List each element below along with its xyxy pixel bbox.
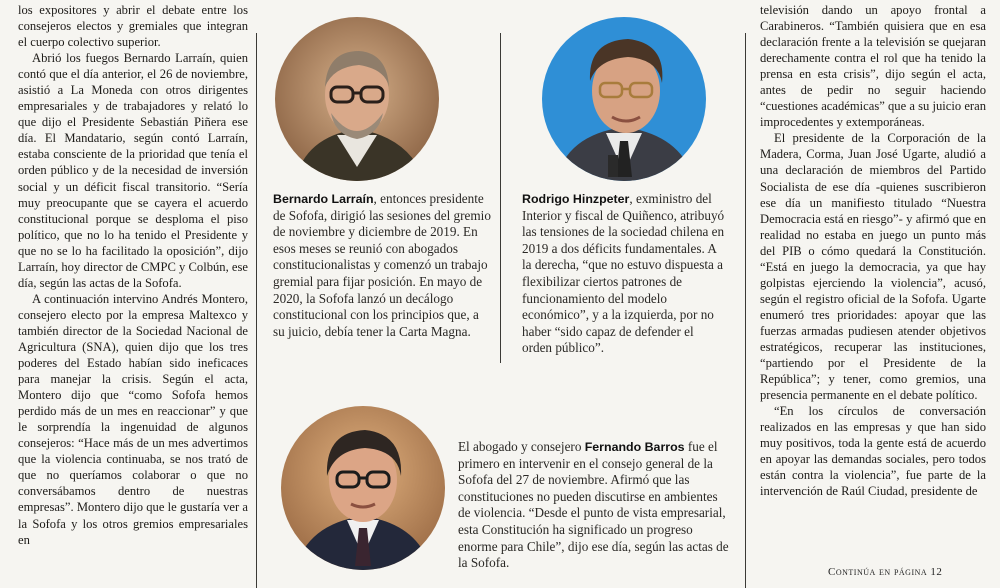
caption-bernardo-larrain	[273, 191, 493, 340]
caption-text: , exministro del Interior y fiscal de Quiñenco, atribuyó las tensiones de la sociedad chilena en 2019 a dos déficits fundamentales. A la derecha, “que no estuvo dispuesta a flexibilizar ciertos patrones de funcionamiento del modelo económico”, y a la izquierda, por no haber “sido capaz de defender el orden público”.	[522, 191, 725, 356]
paragraph: A continuación intervino Andrés Montero, consejero electo por la empresa Maltexco y también director de la Sociedad Nacional de Agricultura (SNA), quien dijo que los tres poderes del Estado habían sido ineficaces para manejar la crisis. Según el acta, Montero dijo que “como Sofofa hemos perdido más de un mes en reaccionar” y que le sorprendía la ingenuidad de algunos consejeros: “Hace más de un mes advertimos que la violencia continuaba, se nos trató de que no queríamos colaborar o que no conversábamos dentro de nuestras empresas”. Montero dijo que le gustaría ver a la Sofofa y los otros gremios empresariales en	[18, 291, 248, 547]
caption-name: Rodrigo Hinzpeter	[522, 192, 630, 206]
caption-rodrigo-hinzpeter	[522, 191, 727, 357]
continued-on-page: Continúa en página 12	[828, 566, 943, 578]
paragraph: “En los círculos de conversación realizados en las empresas y que han sido muy positivos, toda la gente está de acuerdo en apoyar las demandas sociales, pero todos están contra la violencia”, fue parte de la intervención de Raúl Ciudad, presidente de	[760, 404, 986, 499]
photo-bernardo-larrain	[275, 17, 439, 181]
column-rule	[745, 33, 746, 588]
article-column-4	[760, 2, 986, 499]
caption-text: fue el primero en intervenir en el consejo general de la Sofofa del 27 de noviembre. Afirmó que las constituciones no pueden discutirse en ambientes de violencia. “Desde el punto de vista empresarial, esta Constitución ha significado un progreso enorme para Chile”, dijo ese día, según las actas de la Sofofa.	[458, 439, 729, 571]
caption-text: , entonces presidente de Sofofa, dirigió las sesiones del gremio de noviembre y diciembre de 2019. En esos meses se reunió con abogados constitucionalistas y comenzó un trabajo gremial para fijar posición. En mayo de 2020, la Sofofa lanzó un decálogo constitucional con los principios que, a su juicio, debía tener la Carta Magna.	[273, 191, 491, 339]
caption-name: Bernardo Larraín	[273, 192, 374, 206]
column-rule	[500, 33, 501, 363]
photo-rodrigo-hinzpeter	[542, 17, 706, 181]
paragraph: televisión dando un apoyo frontal a Carabineros. “También quisiera que en esa declaración frente a la televisión se quejaran derechamente contra el rol que ha tenido la prensa en esta crisis”, dijo según el acta, antes de pedir no seguir haciendo “cuestiones académicas” que a su juicio eran improcedentes y extemporáneas.	[760, 3, 986, 130]
paragraph: los expositores y abrir el debate entre los consejeros electos y gremiales que integran el cuerpo colectivo superior.	[18, 3, 248, 50]
article-column-1	[18, 2, 248, 548]
portrait-larrain-image	[275, 17, 439, 181]
caption-name: Fernando Barros	[584, 440, 685, 454]
caption-fernando-barros	[458, 439, 733, 572]
photo-fernando-barros	[281, 406, 445, 570]
column-rule	[256, 33, 257, 588]
caption-pre: El abogado y consejero	[458, 439, 585, 454]
portrait-hinzpeter-image	[542, 17, 706, 181]
paragraph: El presidente de la Corporación de la Madera, Corma, Juan José Ugarte, aludió a una declaración de miembros del Partido Socialista de ese día -quienes suscribieron ese día un manifiesto titulado “Nuestra Democracia está en riesgo”- y afirmó que en realidad no estaba en juego un punto más del PIB o cómo quedará la Constitución. “Está en juego la democracia, ya que hay golpistas ejerciendo la violencia”, acusó, según el registro oficial de la Sofofa. Ugarte enumeró tres prioridades: apoyar que las fuerzas armadas pudiesen atender objetivos estratégicos, recuperar las instituciones, “partiendo por el Presidente de la República”; y tener, como gremios, una presencia permanente en el debate político.	[760, 131, 986, 403]
paragraph: Abrió los fuegos Bernardo Larraín, quien contó que el día anterior, el 26 de noviembre, asistió a La Moneda con otros dirigentes empresariales y de trabajadores y relató lo que dijo el Presidente Sebastián Piñera ese día. El Mandatario, según contó Larraín, estaba consciente de la prioridad que tenía el orden público y de la necesidad de inversión social y un déficit fiscal transitorio. “Sería muy preocupante que se cayera el acuerdo constitucional porque se desploma el piso político, que no lo ha tenido el Presidente y que no se lo ha facilitado la oposición”, dijo Larraín, hoy director de CMPC y Colbún, ese día, según las actas de la Sofofa.	[18, 51, 248, 290]
portrait-barros-image	[281, 406, 445, 570]
